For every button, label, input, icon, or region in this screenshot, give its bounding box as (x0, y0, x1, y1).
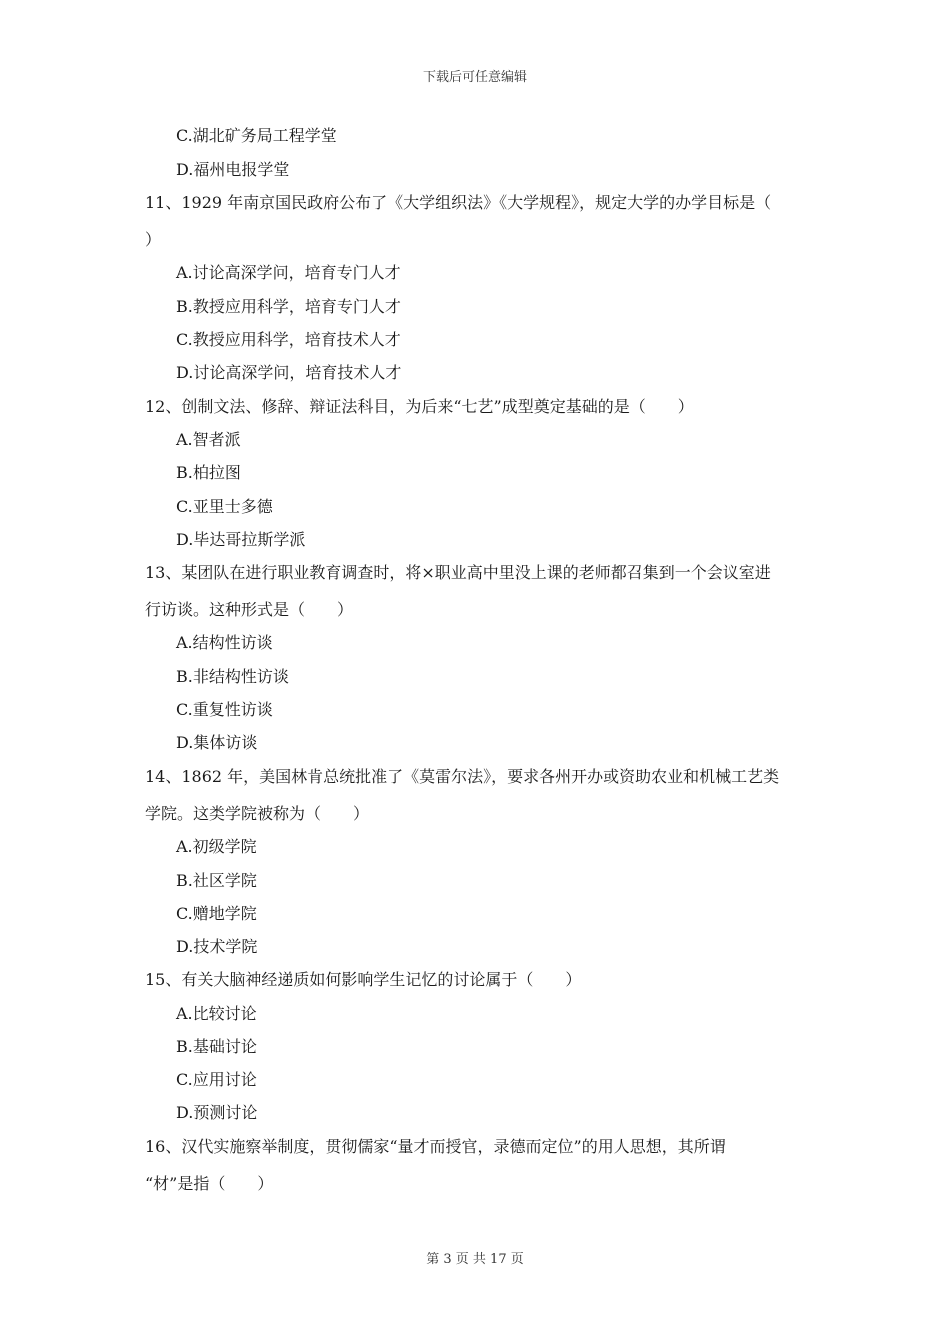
option-line: D.预测讨论 (176, 1103, 258, 1122)
option-line: B.社区学院 (176, 871, 257, 890)
option-line: C.应用讨论 (176, 1070, 257, 1089)
option-line: C.教授应用科学，培育技术人才 (176, 330, 401, 349)
option-line: A.讨论高深学问，培育专门人才 (176, 263, 401, 282)
question-line: 14、1862 年，美国林肯总统批准了《莫雷尔法》，要求各州开办或资助农业和机械工艺类 (145, 767, 780, 786)
option-line: B.基础讨论 (176, 1037, 257, 1056)
question-line: 12、创制文法、修辞、辩证法科目，为后来“七艺”成型奠定基础的是（ ） (145, 397, 694, 416)
option-line: B.教授应用科学，培育专门人才 (176, 297, 401, 316)
option-line: D.毕达哥拉斯学派 (176, 530, 306, 549)
option-line: D.讨论高深学问，培育技术人才 (176, 363, 402, 382)
question-line: 15、有关大脑神经递质如何影响学生记忆的讨论属于（ ） (145, 970, 582, 989)
question-line: 行访谈。这种形式是（ ） (145, 600, 354, 619)
option-line: B.非结构性访谈 (176, 667, 289, 686)
option-line: A.智者派 (176, 430, 241, 449)
option-line: C.赠地学院 (176, 904, 257, 923)
option-line: A.初级学院 (176, 837, 257, 856)
option-line: D.技术学院 (176, 937, 258, 956)
question-line: 学院。这类学院被称为（ ） (145, 804, 370, 823)
option-line: A.结构性访谈 (176, 633, 273, 652)
option-line: A.比较讨论 (176, 1004, 257, 1023)
question-line: 13、某团队在进行职业教育调查时，将×职业高中里没上课的老师都召集到一个会议室进 (145, 563, 771, 582)
page-header: 下载后可任意编辑 (422, 70, 527, 85)
option-line: B.柏拉图 (176, 463, 241, 482)
option-line: D.福州电报学堂 (176, 160, 290, 179)
question-line: “材”是指（ ） (145, 1174, 274, 1193)
question-line: 11、1929 年南京国民政府公布了《大学组织法》《大学规程》，规定大学的办学目标是（ (145, 193, 772, 212)
question-line: 16、汉代实施察举制度，贯彻儒家“量才而授官，录德而定位”的用人思想，其所谓 (145, 1137, 726, 1156)
question-line: ） (145, 230, 162, 249)
option-line: C.湖北矿务局工程学堂 (176, 126, 337, 145)
option-line: C.重复性访谈 (176, 700, 273, 719)
page-footer: 第 3 页 共 17 页 (426, 1252, 524, 1267)
option-line: D.集体访谈 (176, 733, 258, 752)
option-line: C.亚里士多德 (176, 497, 273, 516)
